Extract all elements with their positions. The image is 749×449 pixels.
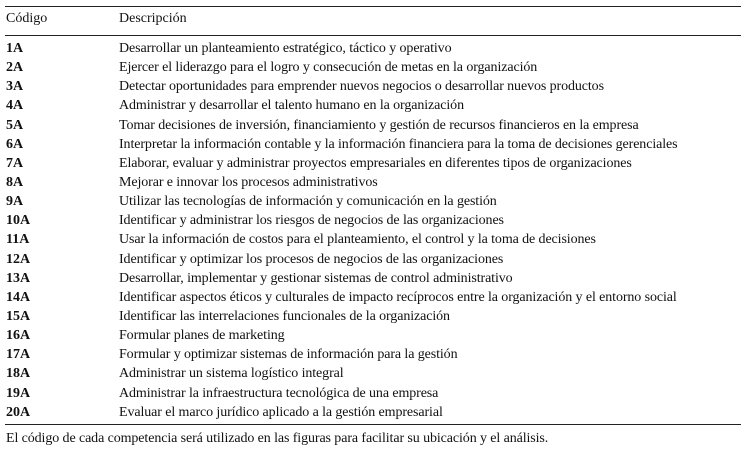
competency-code: 15A (6, 308, 31, 324)
competency-code: 19A (6, 385, 31, 401)
competency-code: 12A (6, 251, 31, 267)
competency-code: 20A (6, 404, 31, 420)
competency-code: 7A (6, 155, 24, 171)
competency-code: 3A (6, 79, 24, 95)
competency-description: Tomar decisiones de inversión, financiamiento y gestión de recursos financieros en la empresa (119, 117, 639, 133)
competency-code: 1A (6, 41, 24, 56)
table-row (0, 384, 749, 403)
competency-code: 14A (6, 289, 31, 305)
table-row (0, 116, 749, 135)
competency-description: Elaborar, evaluar y administrar proyectos empresariales en diferentes tipos de organizaciones (119, 155, 632, 171)
table-row (0, 403, 749, 422)
table-header (0, 10, 749, 30)
competency-code: 9A (6, 194, 24, 210)
table-body (0, 39, 749, 422)
competency-description: Formular planes de marketing (119, 328, 285, 344)
competency-code: 17A (6, 347, 31, 363)
competency-description: Desarrollar, implementar y gestionar sistemas de control administrativo (119, 270, 513, 286)
table-header-rule (5, 35, 741, 36)
competency-description: Utilizar las tecnologías de información y comunicación en la gestión (119, 194, 497, 210)
table-row (0, 77, 749, 96)
competency-description: Detectar oportunidades para emprender nuevos negocios o desarrollar nuevos productos (119, 79, 604, 95)
header-code: Código (6, 11, 48, 26)
competency-code: 5A (6, 117, 24, 133)
table-row (0, 250, 749, 269)
table-row (0, 39, 749, 58)
competency-description: Identificar y administrar los riesgos de negocios de las organizaciones (119, 213, 504, 229)
competency-description: Identificar aspectos éticos y culturales de impacto recíprocos entre la organización y el entorno social (119, 289, 677, 305)
competency-description: Ejercer el liderazgo para el logro y consecución de metas en la organización (119, 60, 538, 76)
competency-code: 16A (6, 328, 31, 344)
competency-code: 18A (6, 366, 31, 382)
competency-description: Identificar y optimizar los procesos de negocios de las organizaciones (119, 251, 504, 267)
table-row (0, 211, 749, 230)
table-row (0, 154, 749, 173)
table-row (0, 269, 749, 288)
table-row (0, 58, 749, 77)
competency-description: Administrar la infraestructura tecnológica de una empresa (119, 385, 439, 401)
table-row (0, 345, 749, 364)
competency-description: Desarrollar un planteamiento estratégico, táctico y operativo (119, 41, 452, 56)
competency-code: 2A (6, 60, 24, 76)
competency-description: Administrar un sistema logístico integral (119, 366, 344, 382)
table-row (0, 307, 749, 326)
competency-description: Evaluar el marco jurídico aplicado a la gestión empresarial (119, 404, 443, 420)
table-row (0, 135, 749, 154)
competency-code: 4A (6, 98, 24, 114)
table-row (0, 173, 749, 192)
competency-code: 11A (6, 232, 30, 248)
table-row (0, 192, 749, 211)
table-row (0, 288, 749, 307)
table-row (0, 364, 749, 383)
competency-code: 6A (6, 136, 24, 152)
table-bottom-rule (5, 424, 741, 425)
competency-code: 13A (6, 270, 31, 286)
competency-description: Formular y optimizar sistemas de información para la gestión (119, 347, 458, 363)
table-row (0, 326, 749, 345)
competency-description: Usar la información de costos para el planteamiento, el control y la toma de decisiones (119, 232, 596, 248)
table-row (0, 96, 749, 115)
competency-description: Mejorar e innovar los procesos administrativos (119, 174, 378, 190)
competency-description: Interpretar la información contable y la información financiera para la toma de decisiones gerenciales (119, 136, 678, 152)
header-description: Descripción (119, 11, 187, 26)
table-footnote: El código de cada competencia será utilizado en las figuras para facilitar su ubicación y el análisis. (6, 431, 549, 446)
competency-code: 8A (6, 174, 24, 190)
table-row (0, 230, 749, 249)
table-top-rule (5, 6, 741, 7)
competency-description: Identificar las interrelaciones funcionales de la organización (119, 308, 450, 324)
competency-description: Administrar y desarrollar el talento humano en la organización (119, 98, 464, 114)
competency-code: 10A (6, 213, 31, 229)
